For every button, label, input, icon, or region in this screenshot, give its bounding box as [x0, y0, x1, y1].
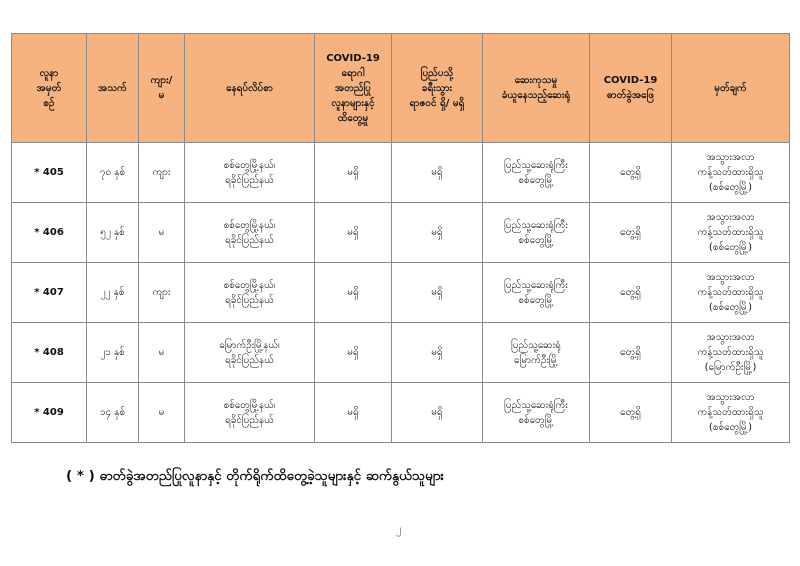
col-contact-history-cell: မရှိ [315, 323, 392, 383]
col-case-number-cell: * 408 [12, 323, 87, 383]
col-address-header: နေရပ်လိပ်စာ [185, 34, 315, 143]
col-case-number-cell: * 409 [12, 383, 87, 443]
table-row [12, 203, 790, 263]
col-travel-history-header: ပြည်ပသို့ ခရီးသွား ရာဇဝင် ရှိ/ မရှိ [392, 34, 483, 143]
col-sex-cell: ကျား [139, 143, 185, 203]
col-test-result-cell: တွေ့ရှိ [590, 323, 672, 383]
col-age-cell: ၇၀ နှစ် [87, 143, 139, 203]
col-remarks-cell: အသွားအလာ ကန့်သတ်ထားရှိသူ (မြောက်ဦးမြို့) [672, 323, 790, 383]
col-treating-hospital-cell: ပြည်သူ့ဆေးရုံကြီး စစ်တွေမြို့ [483, 143, 590, 203]
col-remarks-cell: အသွားအလာ ကန့်သတ်ထားရှိသူ (စစ်တွေမြို့) [672, 203, 790, 263]
col-case-number-cell: * 407 [12, 263, 87, 323]
col-case-number-cell: * 406 [12, 203, 87, 263]
col-remarks-cell: အသွားအလာ ကန့်သတ်ထားရှိသူ (စစ်တွေမြို့) [672, 143, 790, 203]
col-sex-cell: မ [139, 203, 185, 263]
col-treating-hospital-header: ဆေးကုသမှု ခံယူနေသည့်ဆေးရုံ [483, 34, 590, 143]
table-header [12, 34, 790, 143]
col-travel-history-cell: မရှိ [392, 143, 483, 203]
table-row [12, 263, 790, 323]
col-test-result-cell: တွေ့ရှိ [590, 203, 672, 263]
table-row [12, 383, 790, 443]
col-contact-history-cell: မရှိ [315, 143, 392, 203]
col-age-cell: ၂၂ နှစ် [87, 263, 139, 323]
col-test-result-cell: တွေ့ရှိ [590, 263, 672, 323]
footnote: ( * ) ဓာတ်ခွဲအတည်ပြုလူနာနှင့် တိုက်ရိုက်ထိတွေ့ခဲ့သူများနှင့် ဆက်နွယ်သူများ [66, 468, 444, 484]
covid-cases-table [11, 33, 790, 443]
col-treating-hospital-cell: ပြည်သူ့ဆေးရုံကြီး စစ်တွေမြို့ [483, 203, 590, 263]
col-address-cell: စစ်တွေမြို့နယ်၊ ရခိုင်ပြည်နယ် [185, 263, 315, 323]
col-travel-history-cell: မရှိ [392, 263, 483, 323]
col-sex-cell: ကျား [139, 263, 185, 323]
col-age-cell: ၅၂ နှစ် [87, 203, 139, 263]
col-age-cell: ၂၁ နှစ် [87, 323, 139, 383]
col-contact-history-cell: မရှိ [315, 263, 392, 323]
page-number: ၂ [396, 524, 401, 535]
col-travel-history-cell: မရှိ [392, 323, 483, 383]
col-test-result-cell: တွေ့ရှိ [590, 383, 672, 443]
table-body [12, 143, 790, 443]
col-contact-history-cell: မရှိ [315, 203, 392, 263]
col-contact-history-header: COVID-19 ရောဂါ အတည်ပြု လူနာများနှင့် ထိတွေ့မှု [315, 34, 392, 143]
col-treating-hospital-cell: ပြည်သူ့ဆေးရုံကြီး စစ်တွေမြို့ [483, 263, 590, 323]
col-case-number-cell: * 405 [12, 143, 87, 203]
col-treating-hospital-cell: ပြည်သူ့ဆေးရုံကြီး စစ်တွေမြို့ [483, 383, 590, 443]
col-address-cell: စစ်တွေမြို့နယ်၊ ရခိုင်ပြည်နယ် [185, 203, 315, 263]
col-case-number-header: လူနာ အမှတ် စဉ် [12, 34, 87, 143]
col-remarks-header: မှတ်ချက် [672, 34, 790, 143]
col-remarks-cell: အသွားအလာ ကန့်သတ်ထားရှိသူ (စစ်တွေမြို့) [672, 383, 790, 443]
col-sex-header: ကျား/ မ [139, 34, 185, 143]
col-age-cell: ၁၄ နှစ် [87, 383, 139, 443]
table-row [12, 143, 790, 203]
col-sex-cell: မ [139, 323, 185, 383]
col-travel-history-cell: မရှိ [392, 383, 483, 443]
col-address-cell: စစ်တွေမြို့နယ်၊ ရခိုင်ပြည်နယ် [185, 143, 315, 203]
col-address-cell: စစ်တွေမြို့နယ်၊ ရခိုင်ပြည်နယ် [185, 383, 315, 443]
col-remarks-cell: အသွားအလာ ကန့်သတ်ထားရှိသူ (စစ်တွေမြို့) [672, 263, 790, 323]
col-treating-hospital-cell: ပြည်သူ့ဆေးရုံ မြောက်ဦးမြို့ [483, 323, 590, 383]
col-travel-history-cell: မရှိ [392, 203, 483, 263]
col-test-result-header: COVID-19 ဓာတ်ခွဲအဖြေ [590, 34, 672, 143]
col-contact-history-cell: မရှိ [315, 383, 392, 443]
col-test-result-cell: တွေ့ရှိ [590, 143, 672, 203]
col-address-cell: မြောက်ဦးမြို့နယ်၊ ရခိုင်ပြည်နယ် [185, 323, 315, 383]
cases-table-wrapper [11, 33, 789, 443]
col-sex-cell: မ [139, 383, 185, 443]
table-row [12, 323, 790, 383]
col-age-header: အသက် [87, 34, 139, 143]
header-row [12, 34, 790, 143]
